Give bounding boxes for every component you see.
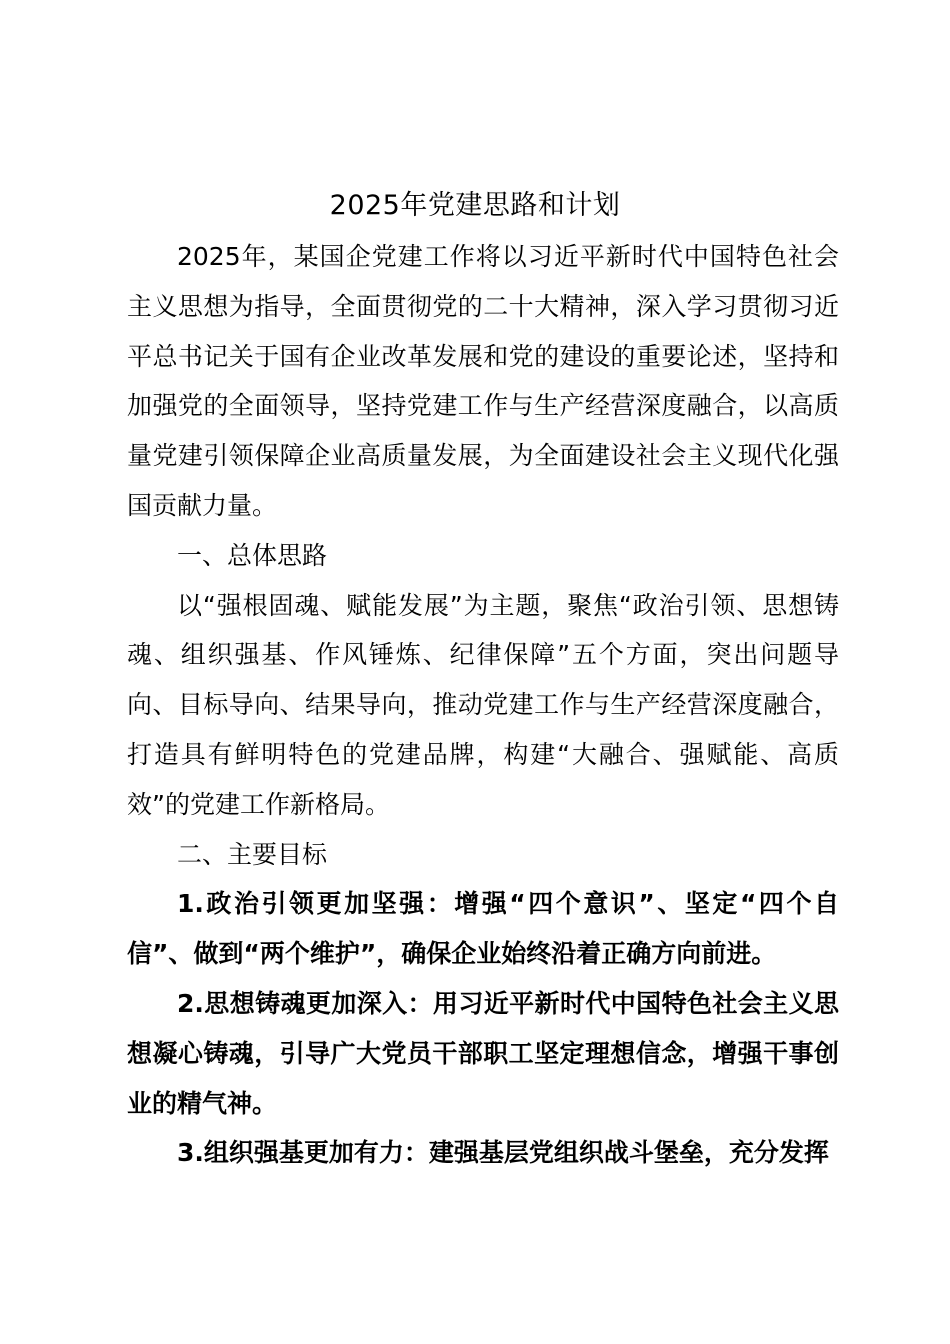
- goal-ideological-foundation: 2.思想铸魂更加深入：用习近平新时代中国特色社会主义思想凝心铸魂，引导广大党员干部职工坚定理想信念，增强干事创业的精气神。: [127, 988, 839, 1118]
- goal-political-leadership: 1.政治引领更加坚强：增强“四个意识”、坚定“四个自信”、做到“两个维护”，确保企业始终沿着正确方向前进。: [127, 889, 839, 969]
- document-title: 2025年党建思路和计划: [329, 190, 621, 221]
- document-body: [127, 232, 839, 1178]
- goal-organizational-strength: 3.组织强基更加有力：建强基层党组织战斗堡垒，充分发挥: [177, 1138, 829, 1168]
- intro-paragraph: 2025年，某国企党建工作将以习近平新时代中国特色社会主义思想为指导，全面贯彻党的二十大精神，深入学习贯彻习近平总书记关于国有企业改革发展和党的建设的重要论述，坚持和加强党的全面领导，坚持党建工作与生产经营深度融合，以高质量党建引领保障企业高质量发展，为全面建设社会主义现代化强国贡献力量。: [127, 242, 839, 520]
- section-heading-main-goals: 二、主要目标: [177, 839, 328, 869]
- section-heading-overall-approach: 一、总体思路: [177, 540, 328, 570]
- overall-approach-paragraph: 以“强根固魂、赋能发展”为主题，聚焦“政治引领、思想铸魂、组织强基、作风锤炼、纪律保障”五个方面，突出问题导向、目标导向、结果导向，推动党建工作与生产经营深度融合，打造具有鲜明特色的党建品牌，构建“大融合、强赋能、高质效”的党建工作新格局。: [127, 590, 839, 819]
